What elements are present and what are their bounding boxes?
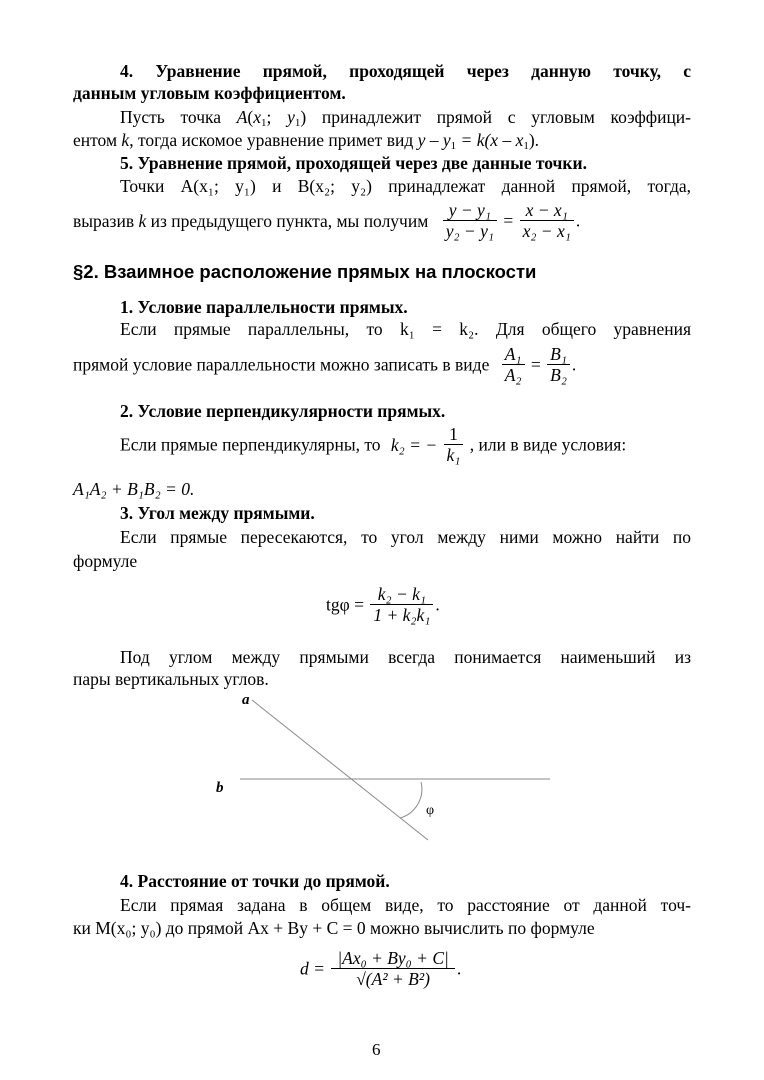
perpendicular-condition-line: Если прямые перпендикулярны, то k₂ = − $\frac{1}{\text{k₁}}$ , или в виде условия: bbox=[120, 424, 627, 465]
label-phi: φ bbox=[426, 803, 435, 818]
heading-point-slope-line1: 4. Уравнение прямой, проходящей через данную точку, с bbox=[120, 61, 691, 81]
paragraph-distance-line1: Если прямая задана в общем виде, то расстояние от данной точ- bbox=[120, 895, 691, 915]
heading-two-points: 5. Уравнение прямой, проходящей через две данные точки. bbox=[120, 153, 587, 173]
paragraph-angle-line2: формуле bbox=[73, 551, 138, 571]
paragraph-parallel-line1: Если прямые параллельны, то k₁ = k₂. Для общего уравнения bbox=[120, 319, 691, 339]
paragraph-point-slope-line2: ентом k, тогда искомое уравнение примет вид $y - y_1 = k(x - x_1)$. bbox=[73, 130, 540, 152]
fraction-tangent: $\frac{\text{k₂ − k₁}}{\text{1 + k₂k₁}}$ bbox=[370, 584, 433, 625]
fraction-b: $\frac{\text{B₁}}{\text{B₂}}$ bbox=[547, 344, 570, 385]
label-b: b bbox=[216, 780, 224, 796]
heading-point-slope-line2: данным угловым коэффициентом. bbox=[73, 83, 346, 103]
paragraph-point-slope-line1: Пусть точка $A(x_1$; $y_1$) принадлежит прямой с угловым коэффици- bbox=[120, 107, 691, 129]
paragraph-vertical-angles-line2: пары вертикальных углов. bbox=[73, 669, 269, 689]
two-point-equation-line: выразив k из предыдущего пункта, мы получим $\frac{\text{y − y₁}}{\text{y₂ − y₁}}$ = $\frac{\text{x − x₁}}{\text{x₂ − x₁}}$ . bbox=[73, 200, 581, 241]
heading-distance: 4. Расстояние от точки до прямой. bbox=[120, 871, 390, 891]
paragraph-angle-line1: Если прямые пересекаются, то угол между ними можно найти по bbox=[120, 527, 691, 547]
angle-arc bbox=[400, 782, 422, 818]
page-number: 6 bbox=[372, 1040, 381, 1059]
angle-formula: tgφ = $\frac{\text{k₂ − k₁}}{\text{1 + k₂k₁}}$ . bbox=[326, 584, 440, 625]
heading-perpendicular: 2. Условие перпендикулярности прямых. bbox=[120, 401, 446, 421]
fraction-a: $\frac{\text{A₁}}{\text{A₂}}$ bbox=[502, 344, 525, 385]
distance-formula: d = $\frac{\text{|Ax₀ + By₀ + C|}}{\text{√(A² + B²)}}$ . bbox=[300, 948, 462, 989]
label-a: a bbox=[242, 692, 250, 708]
angle-figure bbox=[200, 690, 560, 850]
perpendicular-condition-general: A₁A₂ + B₁B₂ = 0. bbox=[73, 479, 195, 499]
parallel-condition-line: прямой условие параллельности можно записать в виде $\frac{\text{A₁}}{\text{A₂}}$ = $\frac{\text{B₁}}{\text{B₂}}$ . bbox=[73, 344, 577, 385]
line-a bbox=[252, 700, 428, 840]
section-title: §2. Взаимное расположение прямых на плоскости bbox=[73, 261, 537, 282]
fraction-inverse-k: $\frac{1}{\text{k₁}}$ bbox=[444, 424, 464, 465]
heading-angle: 3. Угол между прямыми. bbox=[120, 503, 315, 523]
fraction-x: $\frac{\text{x − x₁}}{\text{x₂ − x₁}}$ bbox=[520, 200, 574, 241]
paragraph-distance-line2: ки M(x₀; y₀) до прямой Ax + By + C = 0 можно вычислить по формуле bbox=[73, 918, 595, 938]
fraction-distance: $\frac{\text{|Ax₀ + By₀ + C|}}{\text{√(A² + B²)}}$ bbox=[331, 948, 455, 989]
fraction-y: $\frac{\text{y − y₁}}{\text{y₂ − y₁}}$ bbox=[443, 200, 497, 241]
paragraph-two-points-line1: Точки A(x₁; y₁) и B(x₂; y₂) принадлежат данной прямой, тогда, bbox=[120, 176, 691, 196]
heading-parallel: 1. Условие параллельности прямых. bbox=[120, 297, 408, 317]
paragraph-vertical-angles-line1: Под углом между прямыми всегда понимается наименьший из bbox=[120, 647, 691, 667]
